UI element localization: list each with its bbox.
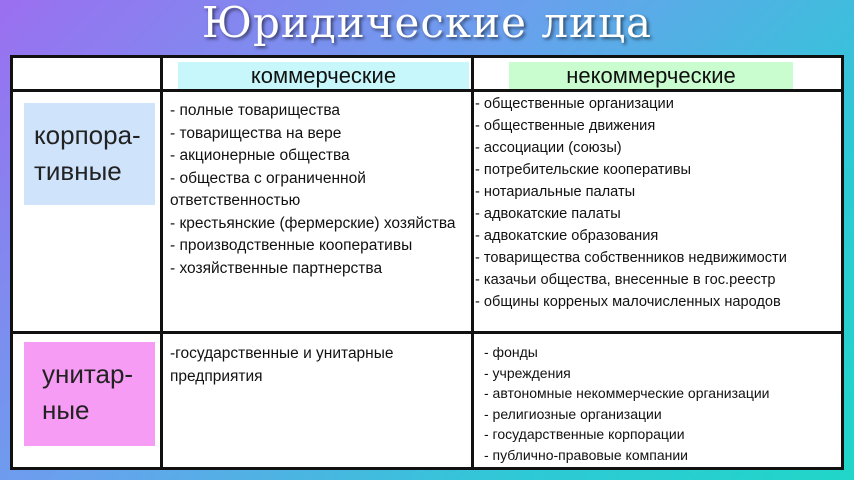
legal-entities-table xyxy=(10,55,844,470)
list-corporate-noncommercial xyxy=(475,93,841,313)
list-unitary-noncommercial xyxy=(476,342,836,465)
list-item: - нотариальные палаты xyxy=(475,184,636,200)
list-item: - общества с ограниченной ответственностью xyxy=(170,169,366,209)
list-item: - товарищества собственников недвижимости xyxy=(475,250,787,266)
row-divider-header xyxy=(13,89,841,92)
list-corporate-commercial xyxy=(170,100,468,280)
list-item: - потребительские кооперативы xyxy=(475,162,691,178)
column-divider-2 xyxy=(471,58,474,467)
header-commercial: коммерческие xyxy=(178,62,469,89)
header-noncommercial: некоммерческие xyxy=(509,62,793,89)
page-title: Юридические лица xyxy=(201,0,653,47)
list-item: - полные товарищества xyxy=(170,102,341,119)
list-item: - учреждения xyxy=(484,364,571,381)
list-item: - фонды xyxy=(484,344,538,360)
row-divider-middle xyxy=(13,331,841,334)
list-item: - общины корреных малочисленных народов xyxy=(475,294,781,310)
list-item: - товарищества на вере xyxy=(170,124,342,142)
list-item: - казачьи общества, внесенные в гос.реестр xyxy=(475,272,776,288)
list-item: - автономные некоммерческие организации xyxy=(484,385,770,401)
list-item: - крестьянские (фермерские) хозяйства xyxy=(170,214,456,232)
list-item: - адвокатские образования xyxy=(475,228,659,244)
list-item: - адвокатские палаты xyxy=(475,206,621,222)
list-item: - производственные кооперативы xyxy=(170,237,413,254)
list-item: - государственные корпорации xyxy=(484,426,685,442)
list-item: -государственные и унитарные предприятия xyxy=(170,345,394,385)
list-item: - общественные организации xyxy=(475,96,674,112)
row-label-unitary: унитар- ные xyxy=(24,342,155,446)
list-item: - акционерные общества xyxy=(170,147,350,164)
list-item: - ассоциации (союзы) xyxy=(475,140,622,156)
list-unitary-commercial xyxy=(170,343,468,388)
list-item: - общественные движения xyxy=(475,118,656,134)
row-label-corporate: корпора- тивные xyxy=(24,103,155,205)
column-divider-1 xyxy=(160,58,163,467)
list-item: - хозяйственные партнерства xyxy=(170,259,383,277)
list-item: - религиозные организации xyxy=(484,405,662,422)
list-item: - публично-правовые компании xyxy=(484,446,688,463)
